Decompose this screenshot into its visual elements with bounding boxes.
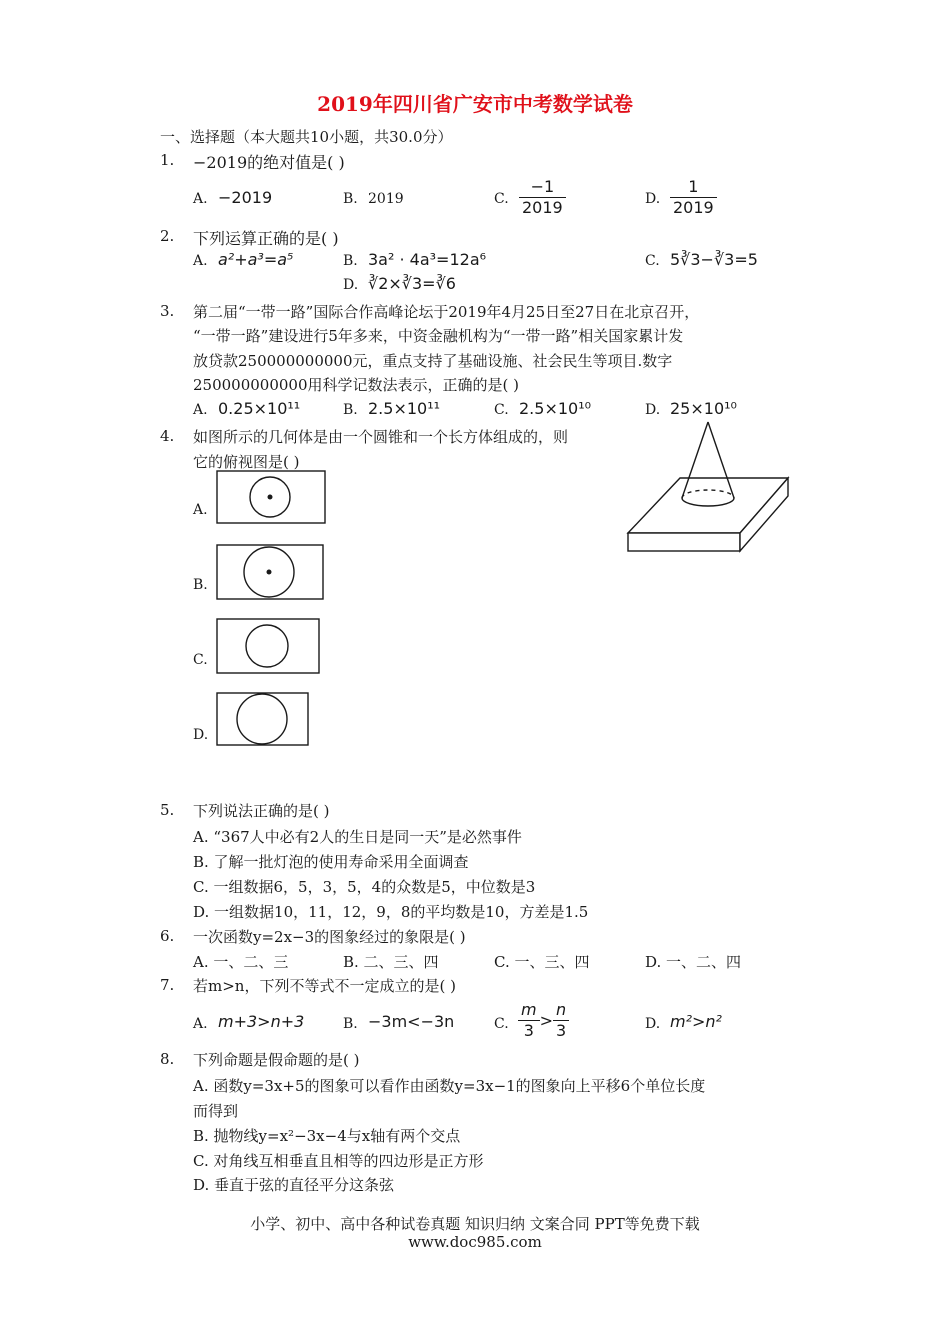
option-label: B. bbox=[343, 253, 358, 269]
question-stem-line: 250000000000用科学记数法表示，正确的是( ) bbox=[193, 376, 519, 394]
question-stem: 下列运算正确的是( ) bbox=[193, 229, 339, 248]
option-value: ∛2×∛3=∛6 bbox=[368, 274, 456, 293]
question-number: 8. bbox=[160, 1050, 175, 1068]
option-label: B. bbox=[343, 1016, 358, 1032]
option-line-cont: 而得到 bbox=[193, 1102, 239, 1120]
denominator: 3 bbox=[556, 1021, 567, 1040]
option-label: D. bbox=[645, 191, 661, 207]
footer-url[interactable]: www.doc985.com bbox=[408, 1233, 542, 1251]
option-label: A. bbox=[193, 191, 208, 207]
numerator: n bbox=[553, 1000, 569, 1021]
question-stem: 下列命题是假命题的是( ) bbox=[193, 1051, 360, 1069]
question-stem: 若m>n，下列不等式不一定成立的是( ) bbox=[193, 977, 456, 995]
option-value: −2019 bbox=[218, 188, 273, 207]
question-stem-line: 如图所示的几何体是由一个圆锥和一个长方体组成的，则 bbox=[193, 428, 569, 446]
cone-on-box-figure bbox=[620, 418, 790, 554]
top-view-b bbox=[216, 544, 326, 602]
option-line: D. 一组数据10，11，12，9，8的平均数是10，方差是1.5 bbox=[193, 903, 589, 921]
fraction-comparison bbox=[518, 1000, 569, 1041]
section-heading: 一、选择题（本大题共10小题，共30.0分） bbox=[160, 128, 453, 146]
option-line: A. 函数y=3x+5的图象可以看作由函数y=3x−1的图象向上平移6个单位长度 bbox=[193, 1077, 706, 1095]
denominator: 3 bbox=[523, 1021, 534, 1040]
option-value: 2.5×10¹⁰ bbox=[519, 399, 592, 418]
option-label: B. bbox=[343, 402, 358, 418]
question-number: 3. bbox=[160, 302, 175, 320]
option-label: D. bbox=[645, 1016, 661, 1032]
option-label: C. bbox=[645, 253, 660, 269]
option-line: A. 一、二、三 bbox=[193, 953, 289, 971]
option-label: D. bbox=[193, 727, 209, 743]
option-label: C. bbox=[193, 652, 208, 668]
option-value: 2.5×10¹¹ bbox=[368, 399, 441, 418]
option-value: m²>n² bbox=[670, 1012, 722, 1031]
option-label: C. bbox=[494, 402, 509, 418]
option-label: C. bbox=[494, 191, 509, 207]
option-value: 5∛3−∛3=5 bbox=[670, 250, 758, 269]
option-label: C. bbox=[494, 1016, 509, 1032]
question-stem-line: “一带一路”建设进行5年多来，中资金融机构为“一带一路”相关国家累计发 bbox=[193, 327, 684, 345]
question-stem-line: 放贷款250000000000元，重点支持了基础设施、社会民生等项目.数字 bbox=[193, 352, 673, 370]
question-number: 7. bbox=[160, 976, 175, 994]
numerator: −1 bbox=[519, 177, 566, 198]
option-line: D. 垂直于弦的直径平分这条弦 bbox=[193, 1176, 395, 1194]
option-value: −3m<−3n bbox=[368, 1012, 455, 1031]
question-stem: −2019的绝对值是( ) bbox=[193, 153, 345, 172]
option-label: B. bbox=[343, 191, 358, 207]
option-label: A. bbox=[193, 502, 208, 518]
question-number: 6. bbox=[160, 927, 175, 945]
option-label: B. bbox=[193, 577, 208, 593]
option-line: C. 对角线互相垂直且相等的四边形是正方形 bbox=[193, 1152, 484, 1170]
question-stem: 一次函数y=2x−3的图象经过的象限是( ) bbox=[193, 928, 466, 946]
option-line: B. 了解一批灯泡的使用寿命采用全面调查 bbox=[193, 853, 469, 871]
question-number: 2. bbox=[160, 227, 175, 245]
denominator: 2019 bbox=[673, 198, 714, 217]
option-value: 2019 bbox=[368, 191, 404, 207]
denominator: 2019 bbox=[522, 198, 563, 217]
option-line: C. 一组数据6，5，3，5，4的众数是5，中位数是3 bbox=[193, 878, 536, 896]
option-label: D. bbox=[645, 402, 661, 418]
option-value: 0.25×10¹¹ bbox=[218, 399, 301, 418]
question-stem-line: 第二届“一带一路”国际合作高峰论坛于2019年4月25日至27日在北京召开， bbox=[193, 303, 700, 321]
option-line: B. 二、三、四 bbox=[343, 953, 439, 971]
option-label: A. bbox=[193, 1016, 208, 1032]
option-value: m+3>n+3 bbox=[218, 1012, 305, 1031]
numerator: 1 bbox=[670, 177, 717, 198]
option-label: A. bbox=[193, 402, 208, 418]
option-line: D. 一、二、四 bbox=[645, 953, 742, 971]
fraction bbox=[670, 177, 717, 218]
question-number: 5. bbox=[160, 801, 175, 819]
numerator: m bbox=[518, 1000, 540, 1021]
fraction bbox=[519, 177, 566, 218]
option-line: A. “367人中必有2人的生日是同一天”是必然事件 bbox=[193, 828, 522, 846]
question-number: 4. bbox=[160, 427, 175, 445]
option-label: A. bbox=[193, 253, 208, 269]
option-line: C. 一、三、四 bbox=[494, 953, 590, 971]
option-value: 3a² · 4a³=12a⁶ bbox=[368, 250, 487, 269]
top-view-d bbox=[216, 692, 311, 748]
greater-than: > bbox=[539, 1011, 553, 1030]
question-stem: 下列说法正确的是( ) bbox=[193, 802, 330, 820]
top-view-c bbox=[216, 618, 322, 676]
question-stem-line: 它的俯视图是( ) bbox=[193, 453, 300, 471]
top-view-a bbox=[216, 470, 328, 526]
question-number: 1. bbox=[160, 151, 175, 169]
option-label: D. bbox=[343, 277, 359, 293]
footer-line: 小学、初中、高中各种试卷真题 知识归纳 文案合同 PPT等免费下载 bbox=[250, 1215, 700, 1233]
option-value: 25×10¹⁰ bbox=[670, 399, 737, 418]
page-title: 2019年四川省广安市中考数学试卷 bbox=[317, 92, 633, 116]
option-value: a²+a³=a⁵ bbox=[218, 250, 294, 269]
option-line: B. 抛物线y=x²−3x−4与x轴有两个交点 bbox=[193, 1127, 461, 1145]
